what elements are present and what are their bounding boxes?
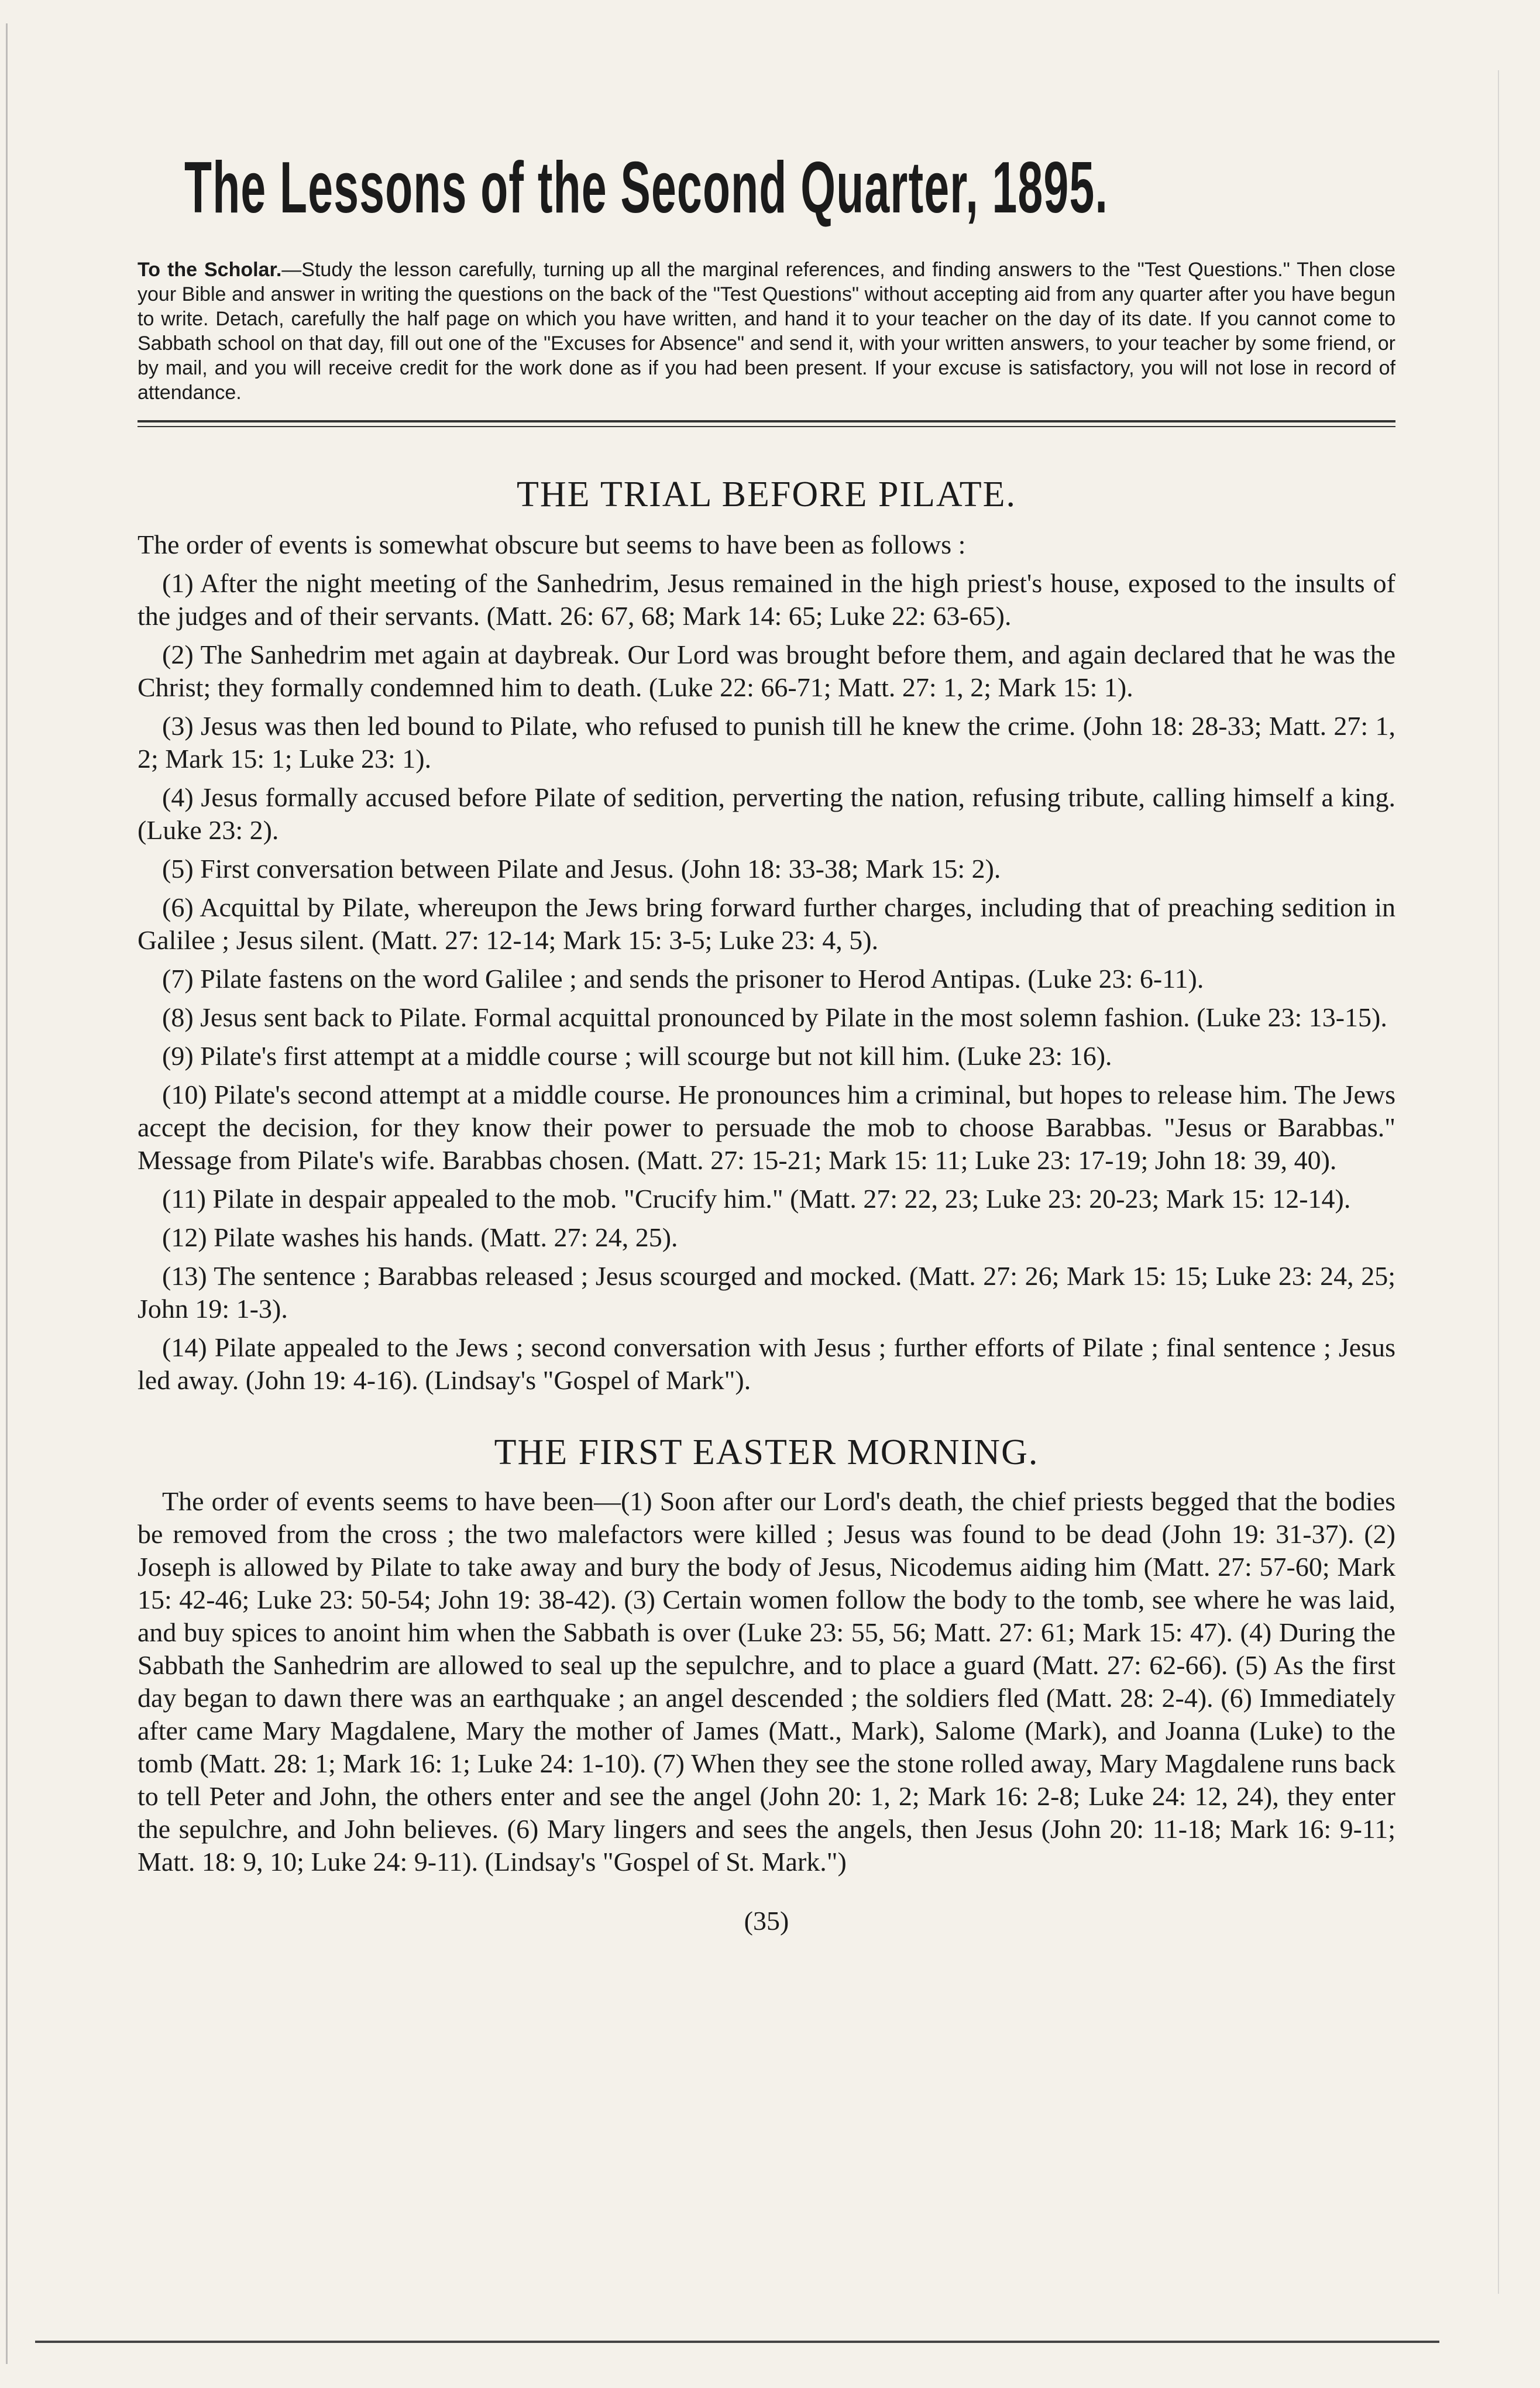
trial-event-item: (5) First conversation between Pilate and Jesus. (John 18: 33-38; Mark 15: 2).: [162, 854, 1001, 884]
trial-event-list: [138, 567, 1395, 1397]
easter-heading: THE FIRST EASTER MORNING.: [494, 1432, 1039, 1472]
trial-event-item: (9) Pilate's first attempt at a middle course ; will scourge but not kill him. (Luke 23: 16).: [162, 1041, 1112, 1071]
trial-event-item: (4) Jesus formally accused before Pilate of sedition, perverting the nation, refusing tribute, calling himself a king. (Luke 23: 2).: [138, 782, 1395, 845]
trial-event-item: (2) The Sanhedrim met again at daybreak. Our Lord was brought before them, and again declared that he was the Christ; they formally condemned him to death. (Luke 22: 66-71; Matt. 27: 1, 2; Mark 15: 1).: [138, 640, 1395, 702]
bottom-rule: [35, 2341, 1439, 2343]
trial-event-item: (12) Pilate washes his hands. (Matt. 27: 24, 25).: [162, 1222, 678, 1252]
trial-event-item: (3) Jesus was then led bound to Pilate, who refused to punish till he knew the crime. (John 18: 28-33; Matt. 27: 1, 2; Mark 15: 1; Luke 23: 1).: [138, 711, 1395, 774]
trial-heading: THE TRIAL BEFORE PILATE.: [517, 475, 1016, 514]
scholar-note-label: To the Scholar.: [138, 259, 282, 281]
page-number: (35): [744, 1906, 789, 1936]
trial-event-item: (13) The sentence ; Barabbas released ; Jesus scourged and mocked. (Matt. 27: 26; Mark 15: 15; Luke 23: 24, 25; John 19: 1-3).: [138, 1261, 1395, 1324]
trial-event-item: (8) Jesus sent back to Pilate. Formal acquittal pronounced by Pilate in the most solemn fashion. (Luke 23: 13-15).: [162, 1002, 1387, 1032]
easter-paragraph: The order of events seems to have been—(1) Soon after our Lord's death, the chief priests begged that the bodies be removed from the cross ; the two malefactors were killed ; Jesus was found to be dead (John 19: 31-37). (2) Joseph is allowed by Pilate to take away and bury the body of Jesus, Nicodemus aiding him (Matt. 27: 57-60; Mark 15: 42-46; Luke 23: 50-54; John 19: 38-42). (3) Certain women follow the body to the tomb, see where he was laid, and buy spices to anoint him when the Sabbath is over (Luke 23: 55, 56; Matt. 27: 61; Mark 15: 47). (4) During the Sabbath the Sanhedrim are allowed to seal up the sepulchre, and to place a guard (Matt. 27: 62-66). (5) As the first day began to dawn there was an earthquake ; an angel descended ; the soldiers fled (Matt. 28: 2-4). (6) Immediately after came Mary Magdalene, Mary the mother of James (Matt., Mark), Salome (Mark), and Joanna (Luke) to the tomb (Matt. 28: 1; Mark 16: 1; Luke 24: 1-10). (7) When they see the stone rolled away, Mary Magdalene runs back to tell Peter and John, the others enter and see the angel (John 20: 1, 2; Mark 16: 2-8; Luke 24: 12, 24), they enter the sepulchre, and John believes. (6) Mary lingers and sees the angels, then Jesus (John 20: 11-18; Mark 16: 9-11; Matt. 18: 9, 10; Luke 24: 9-11). (Lindsay's "Gospel of St. Mark."): [138, 1486, 1395, 1877]
trial-event-item: (10) Pilate's second attempt at a middle course. He pronounces him a criminal, but hopes to release him. The Jews accept the decision, for they know their power to persuade the mob to choose Barabbas. "Jesus or Barabbas." Message from Pilate's wife. Barabbas chosen. (Matt. 27: 15-21; Mark 15: 11; Luke 23: 17-19; John 18: 39, 40).: [138, 1080, 1395, 1175]
trial-event-item: (7) Pilate fastens on the word Galilee ; and sends the prisoner to Herod Antipas. (Luke 23: 6-11).: [162, 964, 1204, 994]
left-margin-rule: [6, 23, 8, 2364]
trial-intro: The order of events is somewhat obscure but seems to have been as follows :: [138, 530, 966, 559]
trial-event-item: (11) Pilate in despair appealed to the mob. "Crucify him." (Matt. 27: 22, 23; Luke 23: 20-23; Mark 15: 12-14).: [162, 1184, 1351, 1214]
scholar-note-text: —Study the lesson carefully, turning up all the marginal references, and finding answers to the "Test Questions." Then close your Bible and answer in writing the questions on the back of the "Test Questions" without accepting aid from any quarter after you have begun to write. Detach, carefully the half page on which you have written, and hand it to your teacher on the day of its date. If you cannot come to Sabbath school on that day, fill out one of the "Excuses for Absence" and send it, with your written answers, to your teacher by some friend, or by mail, and you will receive credit for the work done as if you had been present. If your excuse is satisfactory, you will not lose in record of attendance.: [138, 259, 1396, 404]
section-divider: [138, 420, 1395, 427]
trial-event-item: (14) Pilate appealed to the Jews ; second conversation with Jesus ; further efforts of Pilate ; final sentence ; Jesus led away. (John 19: 4-16). (Lindsay's "Gospel of Mark").: [138, 1332, 1395, 1395]
page-title: The Lessons of the Second Quarter, 1895.: [184, 147, 1109, 228]
page-content: [138, 123, 1395, 1936]
right-margin-rule: [1498, 70, 1499, 2294]
trial-event-item: (1) After the night meeting of the Sanhedrim, Jesus remained in the high priest's house, exposed to the insults of the judges and of their servants. (Matt. 26: 67, 68; Mark 14: 65; Luke 22: 63-65).: [138, 568, 1395, 631]
trial-event-item: (6) Acquittal by Pilate, whereupon the Jews bring forward further charges, including that of preaching sedition in Galilee ; Jesus silent. (Matt. 27: 12-14; Mark 15: 3-5; Luke 23: 4, 5).: [138, 892, 1395, 955]
scholar-note: [138, 257, 1395, 405]
